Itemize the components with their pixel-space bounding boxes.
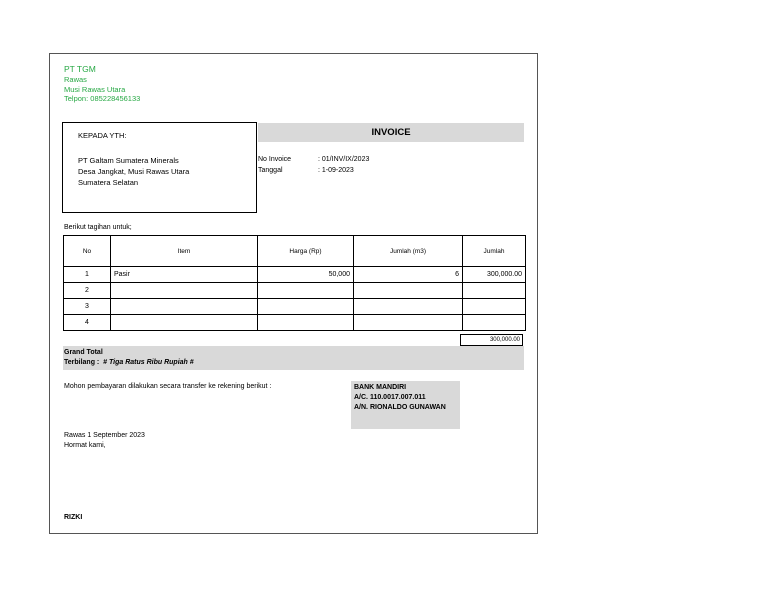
cell-no: 1 [64,267,111,283]
company-city: Rawas [64,74,87,84]
closing [64,431,145,451]
company-info [64,65,140,104]
cell-jumlah [463,299,526,315]
cell-item: Pasir [111,267,258,283]
cell-no: 3 [64,299,111,315]
table-row [64,267,526,283]
items-table [63,235,526,331]
regards: Hormat kami, [64,442,106,449]
cell-jumlah [463,315,526,331]
cell-no: 2 [64,283,111,299]
header-no: No [64,236,111,267]
cell-harga [258,299,354,315]
cell-jumlah-m3 [354,315,463,331]
recipient-line: Desa Jangkat, Musi Rawas Utara [78,167,190,176]
bank-name: BANK MANDIRI [354,384,407,391]
table-row [64,283,526,299]
invoice-date-value: : 1-09-2023 [318,167,354,174]
bank-holder: A/N. RIONALDO GUNAWAN [354,404,446,411]
company-phone: Telpon: 085228456133 [64,94,141,104]
bank-details [354,383,446,413]
invoice-date-label: Tanggal [258,167,283,174]
cell-harga [258,283,354,299]
recipient-box [62,122,257,213]
signer-name: RIZKI [64,514,83,521]
invoice-meta [258,154,369,176]
cell-no: 4 [64,315,111,331]
recipient-address [78,155,189,188]
invoice-no-label: No Invoice [258,156,292,163]
header-jumlah: Jumlah [463,236,526,267]
bank-account: A/C. 110.0017.007.011 [354,394,426,401]
header-harga: Harga (Rp) [258,236,354,267]
header-jumlah-m3: Jumlah (m3) [354,236,463,267]
cell-jumlah-m3 [354,283,463,299]
cell-item [111,299,258,315]
grand-total [64,348,194,368]
company-name: PT TGM [64,64,96,74]
terbilang-label: Terbilang : [64,359,100,366]
intro-text: Berikut tagihan untuk; [64,224,132,231]
company-region: Musi Rawas Utara [64,84,126,94]
cell-jumlah [463,283,526,299]
table-row [64,315,526,331]
table-total: 300,000.00 [460,334,523,346]
cell-item [111,283,258,299]
table-header-row [64,236,526,267]
recipient-line: Sumatera Selatan [78,178,139,187]
cell-jumlah: 300,000.00 [463,267,526,283]
invoice-title: INVOICE [258,123,524,142]
payment-instruction: Mohon pembayaran dilakukan secara transfer ke rekening berikut : [64,383,272,390]
cell-harga [258,315,354,331]
cell-jumlah-m3: 6 [354,267,463,283]
recipient-label: KEPADA YTH: [78,131,127,140]
invoice-page [49,53,538,534]
terbilang-value: # Tiga Ratus Ribu Rupiah # [103,359,194,366]
recipient-line: PT Galtam Sumatera Minerals [78,156,179,165]
grand-total-label: Grand Total [64,349,103,356]
header-item: Item [111,236,258,267]
invoice-no-value: : 01/INV/IX/2023 [318,156,370,163]
cell-harga: 50,000 [258,267,354,283]
cell-item [111,315,258,331]
table-row [64,299,526,315]
cell-jumlah-m3 [354,299,463,315]
place-date: Rawas 1 September 2023 [64,432,145,439]
